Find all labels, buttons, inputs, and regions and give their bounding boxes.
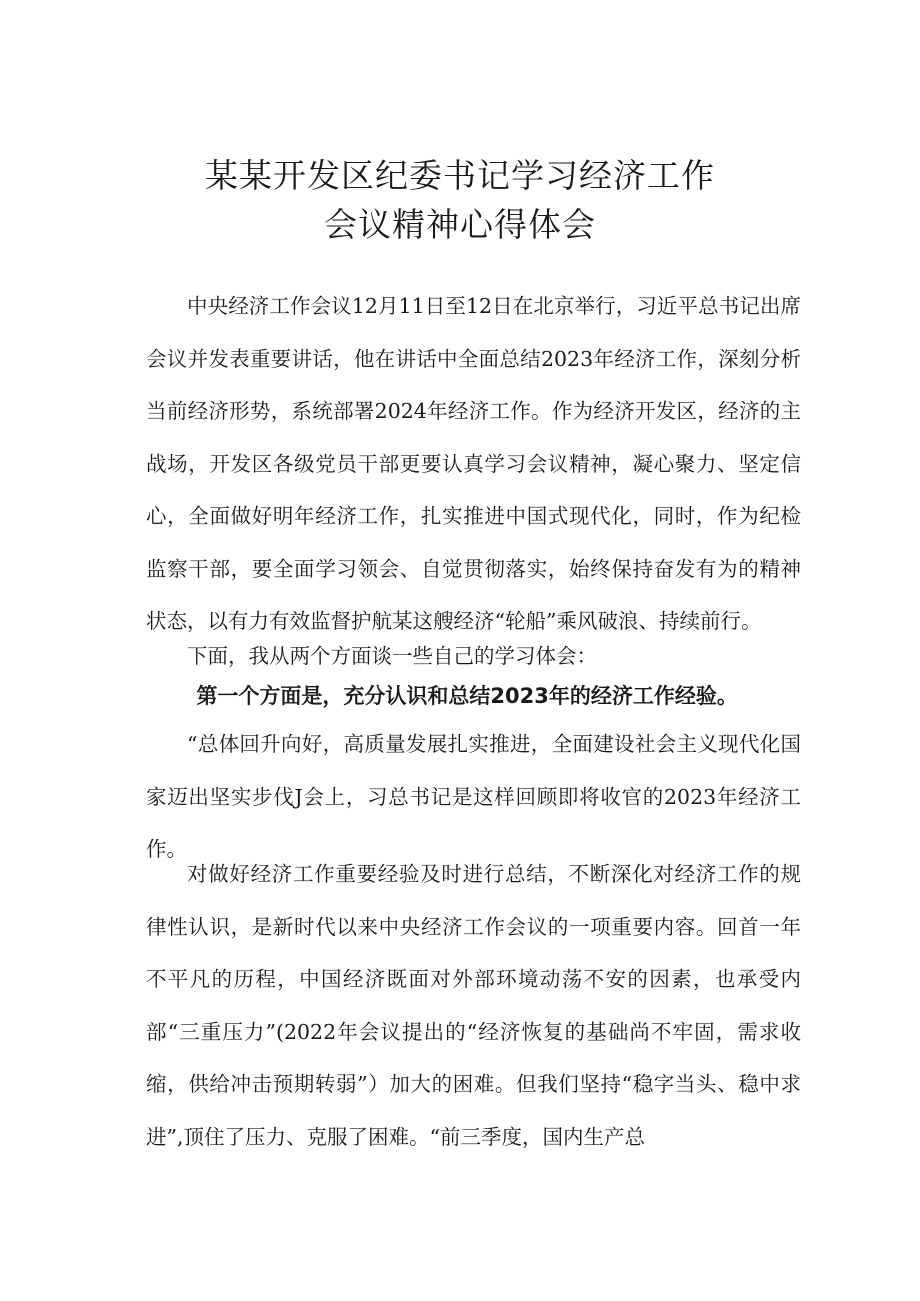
document-title-line-1: 某某开发区纪委书记学习经济工作 (205, 156, 715, 195)
paragraph-experience: 对做好经济工作重要经验及时进行总结，不断深化对经济工作的规律性认识，是新时代以来中央经济工作会议的一项重要内容。回首一年不平凡的历程，中国经济既面对外部环境动荡不安的因素，也承受内部“三重压力”(2022年会议提出的“经济恢复的基础尚不牢固，需求收缩，供给冲击预期转弱”）加大的困难。但我们坚持“稳字当头、稳中求进”,顶住了压力、克服了困难。“前三季度，国内生产总 (146, 862, 801, 1149)
document-title-line-2: 会议精神心得体会 (324, 205, 596, 244)
paragraph-intro: 中央经济工作会议12月11日至12日在北京举行，习近平总书记出席会议并发表重要讲话，他在讲话中全面总结2023年经济工作，深刻分析当前经济形势，系统部署2024年经济工作。作为经济开发区，经济的主战场，开发区各级党员干部更要认真学习会议精神，凝心聚力、坚定信心，全面做好明年经济工作，扎实推进中国式现代化，同时，作为纪检监察干部，要全面学习领会、自觉贯彻落实，始终保持奋发有为的精神状态，以有力有效监督护航某这艘经济“轮船”乘风破浪、持续前行。 (146, 294, 801, 633)
section-heading-1: 第一个方面是，充分认识和总结2023年的经济工作经验。 (196, 684, 738, 708)
paragraph-quote: “总体回升向好，高质量发展扎实推进，全面建设社会主义现代化国家迈出坚实步伐J会上，习总书记是这样回顾即将收官的2023年经济工作。 (146, 732, 801, 861)
paragraph-transition: 下面，我从两个方面谈一些自己的学习体会： (187, 644, 597, 668)
